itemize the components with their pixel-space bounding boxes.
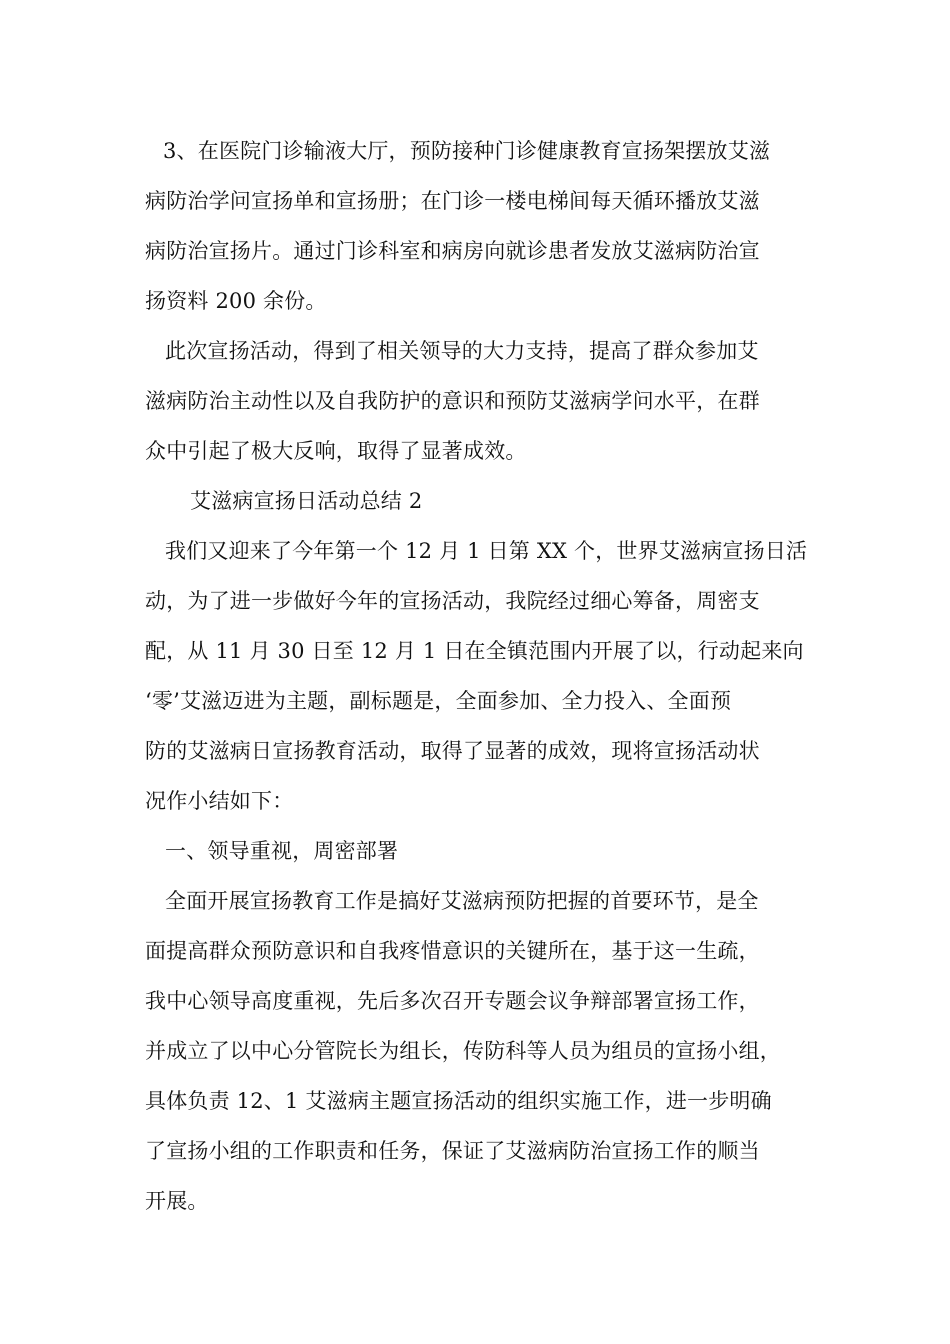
paragraph-1-line-1: 3、在医院门诊输液大厅，预防接种门诊健康教育宣扬架摆放艾滋: [163, 139, 771, 163]
paragraph-1-line-3: 病防治宣扬片。通过门诊科室和病房向就诊患者发放艾滋病防治宣: [145, 239, 760, 263]
paragraph-3-line-4: ‘零’艾滋迈进为主题，副标题是，全面参加、全力投入、全面预: [145, 689, 732, 713]
paragraph-4-line-6: 了宣扬小组的工作职责和任务，保证了艾滋病防治宣扬工作的顺当: [145, 1139, 760, 1163]
paragraph-4-line-7: 开展。: [145, 1189, 209, 1213]
paragraph-4-line-1: 全面开展宣扬教育工作是搞好艾滋病预防把握的首要环节，是全: [165, 889, 759, 913]
paragraph-4-line-4: 并成立了以中心分管院长为组长，传防科等人员为组员的宣扬小组，: [145, 1039, 781, 1063]
paragraph-3-line-6: 况作小结如下：: [145, 789, 294, 813]
paragraph-3-line-1: 我们又迎来了今年第一个 12 月 1 日第 XX 个，世界艾滋病宣扬日活: [165, 539, 808, 563]
paragraph-4-line-5: 具体负责 12、1 艾滋病主题宣扬活动的组织实施工作，进一步明确: [145, 1089, 772, 1113]
subsection-title: 一、领导重视，周密部署: [165, 839, 399, 863]
paragraph-2-line-1: 此次宣扬活动，得到了相关领导的大力支持，提高了群众参加艾: [165, 339, 759, 363]
paragraph-4-line-2: 面提高群众预防意识和自我疼惜意识的关键所在，基于这一生疏，: [145, 939, 760, 963]
section-heading: 艾滋病宣扬日活动总结 2: [190, 489, 423, 513]
paragraph-1-line-4: 扬资料 200 余份。: [145, 289, 327, 313]
paragraph-2-line-2: 滋病防治主动性以及自我防护的意识和预防艾滋病学问水平，在群: [145, 389, 760, 413]
paragraph-3-line-5: 防的艾滋病日宣扬教育活动，取得了显著的成效，现将宣扬活动状: [145, 739, 760, 763]
paragraph-2-line-3: 众中引起了极大反响，取得了显著成效。: [145, 439, 527, 463]
paragraph-3-line-2: 动，为了进一步做好今年的宣扬活动，我院经过细心筹备，周密支: [145, 589, 760, 613]
paragraph-4-line-3: 我中心领导高度重视，先后多次召开专题会议争辩部署宣扬工作，: [145, 989, 760, 1013]
paragraph-3-line-3: 配，从 11 月 30 日至 12 月 1 日在全镇范围内开展了以，行动起来向: [145, 639, 804, 663]
paragraph-1-line-2: 病防治学问宣扬单和宣扬册；在门诊一楼电梯间每天循环播放艾滋: [145, 189, 760, 213]
